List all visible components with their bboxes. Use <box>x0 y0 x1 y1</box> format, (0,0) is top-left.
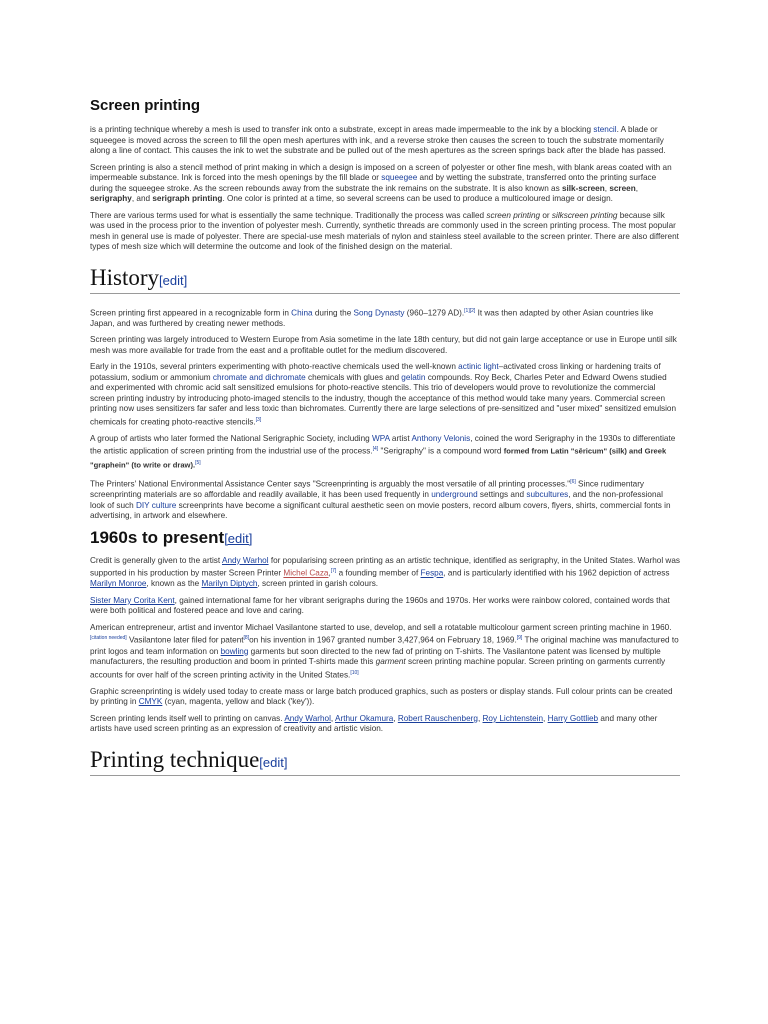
citation-link[interactable]: [6] <box>570 478 576 485</box>
text: . One color is printed at a time, so several screens can be used to produce a multicoloured image or design. <box>222 194 613 203</box>
link-song-dynasty[interactable]: Song Dynasty <box>353 308 405 318</box>
link-gelatin[interactable]: gelatin <box>401 372 426 382</box>
history-paragraph-2: Screen printing was largely introduced to Western Europe from Asia sometime in the late 18th century, but did not gain large acceptance or use in Europe until silk mesh was more available for trade from the east and a profitable outlet for the medium discovered. <box>90 335 677 355</box>
bold-term: serigraphy <box>90 194 132 203</box>
text: , and <box>131 194 153 203</box>
citation-link[interactable]: [1][2] <box>464 307 476 314</box>
intro-paragraph-3 <box>90 211 680 253</box>
link-andy-warhol[interactable]: Andy Warhol <box>284 713 331 723</box>
link-underground[interactable]: underground <box>431 490 478 500</box>
link-cmyk[interactable]: CMYK <box>138 697 163 707</box>
text: (960–1279 AD). <box>404 308 465 318</box>
text: , and the non-professional look of such <box>90 490 663 510</box>
link-wpa[interactable]: WPA <box>372 433 390 443</box>
text: Screen printing lends itself well to printing on canvas. <box>90 713 285 723</box>
text: a founding member of <box>336 568 421 578</box>
text: . A blade or squeegee is moved across the screen to fill the open mesh apertures with ink, and a reverse stroke then causes the screen to touch the substrate momentarily along a line of contact. This causes the ink to wet the substrate and be pulled out of the mesh apertures as the screen springs back after the blade has passed. <box>90 125 666 155</box>
link-squeegee[interactable]: squeegee <box>381 173 418 182</box>
text: Vasilantone later filed for patent <box>126 636 244 646</box>
heading-text: History <box>90 264 159 290</box>
link-marilyn-diptych[interactable]: Marilyn Diptych <box>201 579 258 589</box>
text: garments but soon directed to the new fad of printing on T-shirts. The Vasilantone patent was licensed by multiple manufacturers, the resulting production and boom in printed T-shirts made this <box>90 646 661 667</box>
text: The original machine was manufactured to print logos and team information on <box>90 636 679 656</box>
text: or <box>540 210 552 220</box>
link-andy-warhol[interactable]: Andy Warhol <box>221 555 269 565</box>
link-robert-rauschenberg[interactable]: Robert Rauschenberg <box>397 713 478 723</box>
citation-link[interactable]: [citation needed] <box>90 635 127 642</box>
text: chemicals with glues and <box>305 372 402 382</box>
italic-term: garment <box>375 657 406 667</box>
text: screen printing machine popular. Screen printing on garments currently accounts for over half of the screen printing activity in the United States. <box>90 657 666 680</box>
link-diy-culture[interactable]: DIY culture <box>135 500 177 510</box>
heading-text: Printing technique <box>90 746 260 772</box>
link-marilyn-monroe[interactable]: Marilyn Monroe <box>90 579 147 589</box>
text: , known as the <box>146 579 202 589</box>
link-arthur-okamura[interactable]: Arthur Okamura <box>335 713 394 723</box>
link-china[interactable]: China <box>291 308 313 318</box>
text: There are various terms used for what is essentially the same technique. Traditionally the process was called <box>90 210 487 220</box>
text: , <box>477 713 483 723</box>
link-anthony-velonis[interactable]: Anthony Velonis <box>411 433 471 443</box>
text: , <box>635 183 638 193</box>
text: , <box>328 568 331 578</box>
citation-link[interactable]: [4] <box>372 446 379 453</box>
text: , <box>330 713 336 723</box>
section-heading-1960s <box>90 528 680 548</box>
link-bowling[interactable]: bowling <box>220 646 249 656</box>
text: , and is particularly identified with his 1962 depiction of actress <box>443 568 670 578</box>
link-roy-lichtenstein[interactable]: Roy Lichtenstein <box>482 713 544 723</box>
link-michel-caza[interactable]: Michel Caza <box>283 568 329 578</box>
history-paragraph-4 <box>90 434 680 471</box>
link-stencil[interactable]: stencil <box>593 125 617 134</box>
history-paragraph-5 <box>90 477 680 522</box>
italic-term: screen printing <box>486 210 541 220</box>
text: A group of artists who later formed the National Serigraphic Society, including <box>90 433 373 443</box>
citation-link[interactable]: [8] <box>243 635 250 642</box>
citation-link[interactable]: [7] <box>330 568 337 575</box>
text: artist <box>389 433 412 443</box>
text: , screen printed in garish colours. <box>257 579 379 589</box>
sixties-paragraph-5 <box>90 714 680 735</box>
text: American entrepreneur, artist and inventor Michael Vasilantone started to use, develop, and sell a rotatable multicolour garment screen printing machine in 1960. <box>90 622 672 632</box>
text: , <box>393 713 398 723</box>
citation-link[interactable]: [10] <box>350 669 359 676</box>
link-subcultures[interactable]: subcultures <box>526 490 569 500</box>
citation-link[interactable]: [3] <box>255 416 262 423</box>
page-title: Screen printing <box>90 97 201 114</box>
text: Early in the 1910s, several printers experimenting with photo-reactive chemicals used the well-known <box>90 362 459 372</box>
text: Screen printing first appeared in a recognizable form in <box>90 308 292 318</box>
bold-term: formed from Latin "sēricum" (silk) and Greek "graphein" (to write or draw). <box>90 447 667 470</box>
text: , coined the word Serigraphy in the 1930s to differentiate the artistic application of screen printing from the industrial use of the process. <box>90 433 676 457</box>
text: –activated cross linking or hardening traits of potassium, sodium or ammonium <box>90 362 661 382</box>
link-chromate[interactable]: chromate and dichromate <box>212 372 306 382</box>
text: is a printing technique whereby a mesh is used to transfer ink onto a substrate, except in areas made impermeable to the ink by a blocking <box>90 125 594 134</box>
text: The Printers' National Environmental Assistance Center says "Screenprinting is arguably the most versatile of all printing processes." <box>90 479 571 489</box>
italic-term: silkscreen printing <box>551 210 618 220</box>
section-heading-printing-technique <box>90 747 680 776</box>
bold-term: serigraph printing <box>152 194 223 203</box>
intro-paragraph-2 <box>90 163 680 205</box>
edit-link[interactable]: [edit] <box>224 530 253 546</box>
intro-paragraph-1 <box>90 125 680 157</box>
sixties-paragraph-4 <box>90 687 680 708</box>
edit-link[interactable]: [edit] <box>259 754 288 770</box>
history-paragraph-1 <box>90 306 680 330</box>
article <box>90 97 680 788</box>
text: "Serigraphy" is a compound word <box>378 447 504 457</box>
bold-term: screen <box>609 183 636 193</box>
sixties-paragraph-1 <box>90 556 680 590</box>
text: Screen printing is also a stencil method of print making in which a design is imposed on a screen of polyester or other fine mesh, with blank areas coated with an impermeable substance. Ink is forced into the mesh openings by the fill blade or <box>90 162 672 182</box>
text: and by wetting the substrate, transferred onto the printing surface during the squeegee stroke. As the screen rebounds away from the substrate the ink remains on the substrate. It is also known as <box>90 173 657 193</box>
edit-link[interactable]: [edit] <box>159 272 188 288</box>
citation-link[interactable]: [5] <box>195 459 201 466</box>
text: , gained international fame for her vibrant serigraphs during the 1960s and 1970s. Her works were rainbow colored, contained words that were both political and fostered peace and love and caring. <box>90 595 670 616</box>
text: during the <box>312 308 354 318</box>
text: , <box>543 713 548 723</box>
sixties-paragraph-3 <box>90 623 680 681</box>
link-fespa[interactable]: Fespa <box>420 568 444 578</box>
text: because silk was used in the process prior to the invention of polyester mesh. Currently, synthetic threads are commonly used in the screen printing process. The most popular mesh in general use is made of polyester. There are special-use mesh materials of nylon and stainless steel available to the screen printer. There are also different types of mesh size which will determine the outcome and look of the finished design on the material. <box>90 210 679 251</box>
text: Since rudimentary screenprinting materials are so affordable and readily available, it has been used frequently in <box>90 479 645 500</box>
text: Graphic screenprinting is widely used today to create mass or large batch produced graphics, such as posters or display stands. Full colour prints can be created by printing in <box>90 686 673 707</box>
text: , <box>604 183 610 193</box>
heading-text: 1960s to present <box>90 527 225 547</box>
bold-term: silk-screen <box>561 183 605 193</box>
text: (cyan, magenta, yellow and black ('key')). <box>162 697 315 707</box>
text: for popularising screen printing as an artistic technique, identified as serigraphy, in the United States. Warhol was supported in his production by master Screen Printer <box>90 555 680 578</box>
link-actinic-light[interactable]: actinic light <box>458 362 499 372</box>
text: It was then adapted by other Asian countries like Japan, and was furthered by creating newer methods. <box>90 308 654 328</box>
text: Credit is generally given to the artist <box>90 555 222 565</box>
history-paragraph-3 <box>90 362 680 428</box>
text: and many other artists have used screen printing as an expression of creativity and artistic vision. <box>90 713 658 734</box>
section-heading-history <box>90 265 680 294</box>
text: settings and <box>477 490 527 500</box>
link-harry-gottlieb[interactable]: Harry Gottlieb <box>547 713 599 723</box>
text: screenprints have become a significant cultural aesthetic seen on movie posters, record album covers, flyers, shirts, commercial fonts in advertising, in artwork and elsewhere. <box>90 500 671 521</box>
text: on his invention in 1967 granted number 3,427,964 on February 18, 1969. <box>249 636 517 646</box>
sixties-paragraph-2 <box>90 596 680 617</box>
text: compounds. Roy Beck, Charles Peter and Edward Owens studied and experimented with chromic acid salt sensitized emulsions for photo-reactive stencils. This trio of developers would prove to revolutionize the commercial screen printing industry by introducing photo-imaged stencils to the industry, though the acceptance of this method would take many years. Commercial screen printing now uses sensitizers far safer and less toxic than bichromates. Currently there are large selections of pre-sensitized and "user mixed" sensitized emulsion chemicals for creating photo-reactive stencils. <box>90 372 677 427</box>
link-corita-kent[interactable]: Sister Mary Corita Kent <box>90 595 175 605</box>
citation-link[interactable]: [9] <box>516 635 523 642</box>
